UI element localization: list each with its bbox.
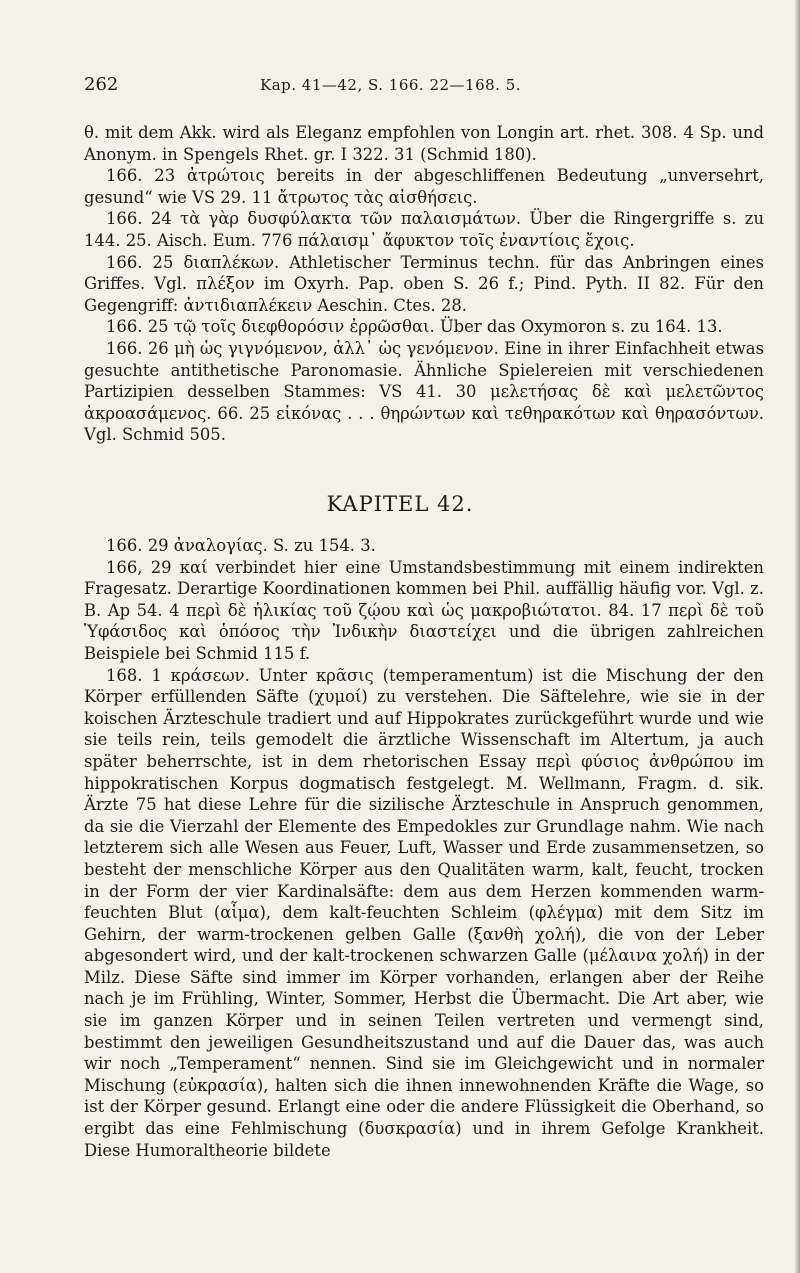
commentary-paragraph: 168. 1 κράσεων. Unter κρᾶσις (temperamentum) ist die Mischung der den Körper erfüllenden Säfte (χυμοί) zu verstehen. Die Säftelehre, wie sie in der koischen Ärzteschule tradiert und auf Hippokrates zurückgeführt wurde und wie sie teils rein, teils gemodelt die ärztliche Wissenschaft im Altertum, ja auch später beherrschte, ist in dem rhetorischen Essay περὶ φύσιος ἀνθρώπου im hippokratischen Korpus dogmatisch festgelegt. M. Wellmann, Fragm. d. sik. Ärzte 75 hat diese Lehre für die sizilische Ärzteschule in Anspruch genommen, da sie die Vierzahl der Elemente des Empedokles zur Grundlage nahm. Wie nach letzterem sich alle Wesen aus Feuer, Luft, Wasser und Erde zusammensetzen, so besteht der menschliche Körper aus den Qualitäten warm, kalt, feucht, trocken in der Form der vier Kardinalsäfte: dem aus dem Herzen kommenden warm-feuchten Blut (αἷμα), dem kalt-feuchten Schleim (φλέγμα) mit dem Sitz im Gehirn, der warm-trockenen gelben Galle (ξανθὴ χολή), die von der Leber abgesondert wird, und der kalt-trockenen schwarzen Galle (μέλαινα χολή) in der Milz. Diese Säfte sind immer im Körper vorhanden, erlangen aber der Reihe nach je im Frühling, Winter, Sommer, Herbst die Übermacht. Die Art aber, wie sie im ganzen Körper und in seinen Teilen vertreten und vermengt sind, bestimmt den jeweiligen Gesundheitszustand und auf die Dauer das, was auch wir noch „Temperament“ nennen. Sind sie im Gleichgewicht und in normaler Mischung (εὐκρασία), halten sich die ihnen innewohnenden Kräfte die Wage, so ist der Körper gesund. Erlangt eine oder die andere Flüssigkeit die Oberhand, so ergibt das eine Fehlmischung (δυσκρασία) und in ihrem Gefolge Krankheit. Diese Humoraltheorie bildete	[84, 665, 764, 1160]
commentary-paragraph: 166. 29 ἀναλογίας. S. zu 154. 3.	[106, 536, 376, 555]
chapter-heading: KAPITEL 42.	[326, 492, 474, 516]
commentary-section-chapter-41	[84, 122, 764, 446]
commentary-paragraph: 166. 26 μὴ ὡς γιγνόμενον, ἀλλ᾽ ὡς γενόμενον. Eine in ihrer Einfachheit etwas gesuchte antithetische Paronomasie. Ähnliche Spielereien mit verschiedenen Partizipien desselben Stammes: VS 41. 30 μελετήσας δὲ καὶ μελετῶντος ἀκροασάμενος. 66. 25 εἰκόνας . . . θηρώντων καὶ τεθηρακότων καὶ θηρασόντων. Vgl. Schmid 505.	[84, 338, 764, 445]
commentary-paragraph: 166. 25 διαπλέκων. Athletischer Terminus techn. für das Anbringen eines Griffes. Vgl. πλέξον im Oxyrh. Pap. oben S. 26 f.; Pind. Pyth. II 82. Für den Gegengriff: ἀντιδιαπλέκειν Aeschin. Ctes. 28.	[84, 252, 764, 315]
commentary-paragraph: 166. 23 ἀτρώτοις bereits in der abgeschliffenen Bedeutung „unversehrt, gesund“ wie VS 29. 11 ἄτρωτος τὰς αἰσθήσεις.	[84, 166, 764, 207]
commentary-paragraph: 166. 25 τῷ τοῖς διεφθορόσιν ἐρρῶσθαι. Über das Oxymoron s. zu 164. 13.	[106, 317, 723, 337]
commentary-paragraph: 166, 29 καί verbindet hier eine Umstandsbestimmung mit einem indirekten Fragesatz. Derartige Koordinationen kommen bei Phil. auffällig häufig vor. Vgl. z. B. Ap 54. 4 περὶ δὲ ἡλικίας τοῦ ζῴου καὶ ὡς μακροβιώτατοι. 84. 17 περὶ δὲ τοῦ Ὑφάσιδος καὶ ὁπόσος τὴν Ἰνδικὴν διαστείχει und die übrigen zahlreichen Beispiele bei Schmid 115 f.	[84, 557, 764, 663]
commentary-paragraph: 166. 24 τὰ γὰρ δυσφύλακτα τῶν παλαισμάτων. Über die Ringergriffe s. zu 144. 25. Aisch. Eum. 776 πάλαισμ᾽ ἄφυκτον τοῖς ἐναντίοις ἔχοις.	[84, 209, 764, 250]
commentary-section-chapter-42	[84, 535, 764, 1161]
commentary-paragraph: θ. mit dem Akk. wird als Eleganz empfohlen von Longin art. rhet. 308. 4 Sp. und Anonym. in Spengels Rhet. gr. I 322. 31 (Schmid 180).	[84, 123, 764, 164]
running-head: Kap. 41—42, S. 166. 22—168. 5.	[260, 76, 522, 94]
page-header	[84, 74, 764, 100]
page-number: 262	[84, 74, 119, 95]
page-edge-shadow	[794, 0, 800, 1273]
